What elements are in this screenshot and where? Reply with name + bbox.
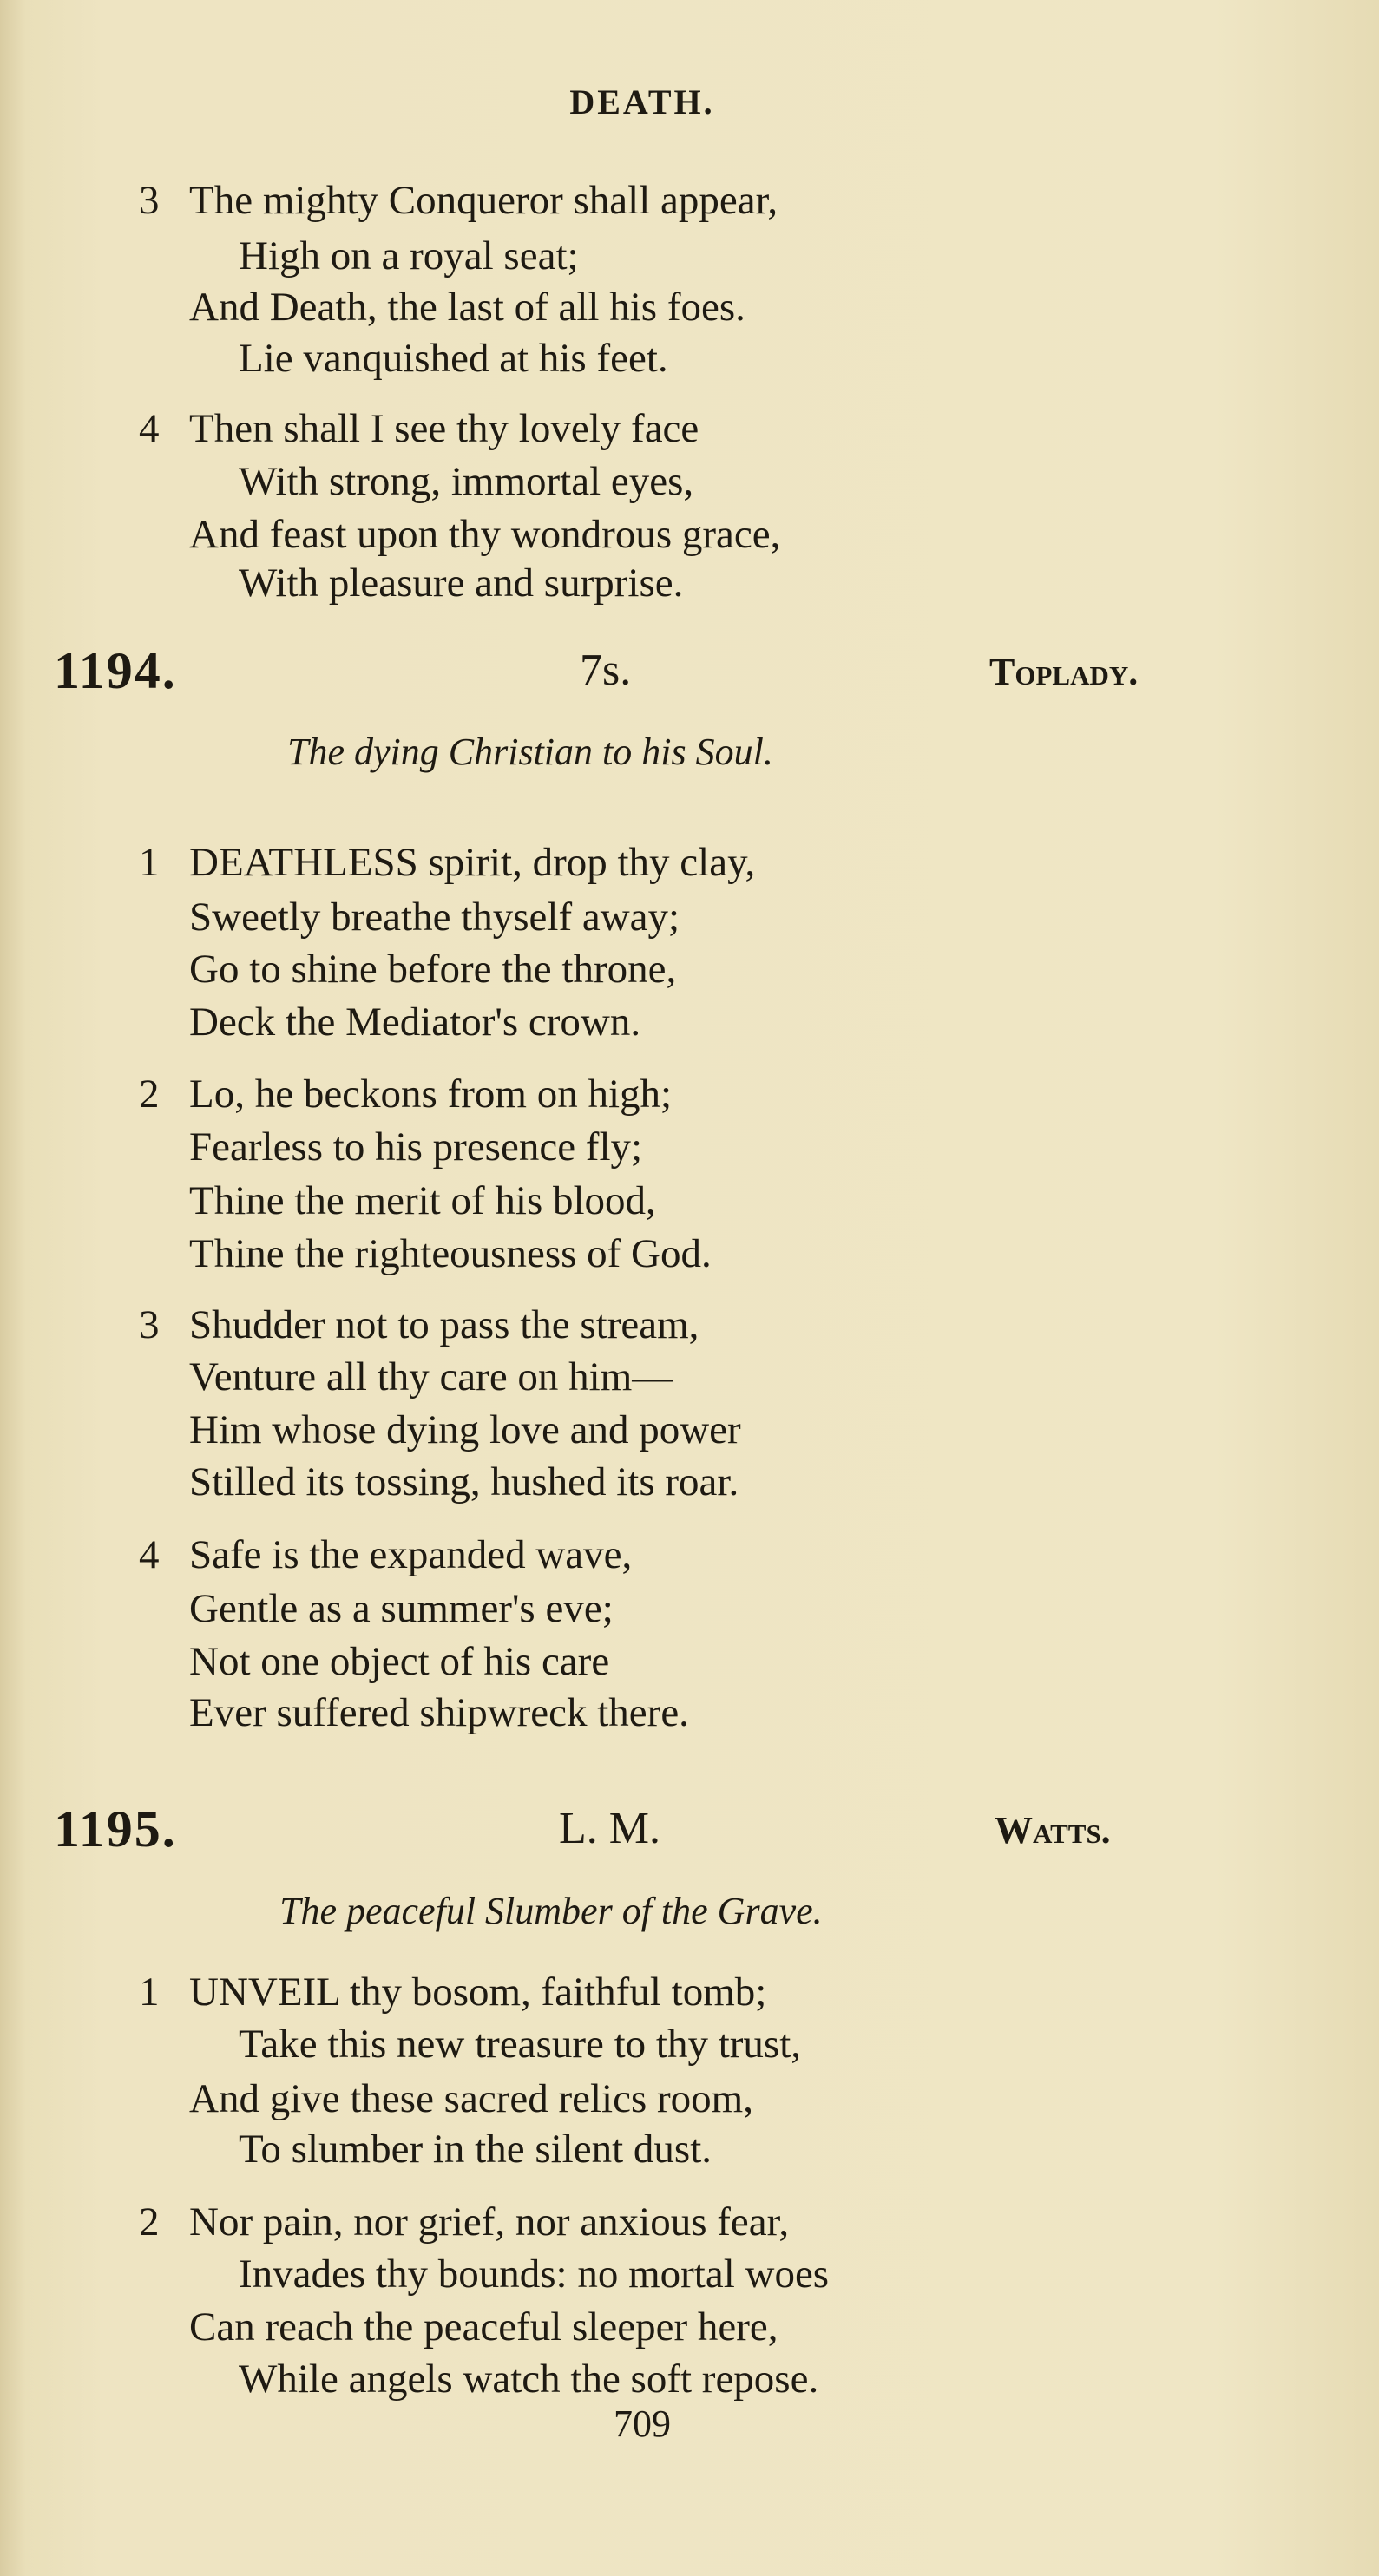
verse-line: Ever suffered shipwreck there. xyxy=(189,1690,689,1735)
verse-line: The mighty Conqueror shall appear, xyxy=(189,178,778,223)
verse-line: High on a royal seat; xyxy=(239,233,579,279)
verse-line: Fearless to his presence fly; xyxy=(189,1124,643,1170)
verse-line: Lie vanquished at his feet. xyxy=(239,336,668,381)
verse-line: Then shall I see thy lovely face xyxy=(189,406,699,451)
verse-line: Go to shine before the throne, xyxy=(189,947,677,992)
verse-line: With pleasure and surprise. xyxy=(239,560,684,606)
hymn-number: 1195. xyxy=(54,1800,177,1858)
hymn-meter: 7s. xyxy=(580,646,632,695)
stanza-number: 4 xyxy=(139,406,160,451)
stanza-number: 4 xyxy=(139,1532,160,1577)
verse-line: Nor pain, nor grief, nor anxious fear, xyxy=(189,2199,790,2245)
stanza-number: 2 xyxy=(139,1072,160,1117)
verse-line: And give these sacred relics room, xyxy=(189,2076,753,2121)
verse-line: With strong, immortal eyes, xyxy=(239,459,694,504)
stanza-number: 2 xyxy=(139,2199,160,2245)
verse-line: Thine the merit of his blood, xyxy=(189,1178,656,1223)
hymn-author: Toplady. xyxy=(989,651,1139,693)
verse-line: Safe is the expanded wave, xyxy=(189,1532,633,1577)
verse-line: Gentle as a summer's eve; xyxy=(189,1586,614,1631)
hymn-author: Watts. xyxy=(995,1809,1111,1852)
verse-line: Him whose dying love and power xyxy=(189,1407,741,1452)
verse-line: To slumber in the silent dust. xyxy=(239,2127,712,2172)
verse-line: Stilled its tossing, hushed its roar. xyxy=(189,1459,739,1504)
verse-line: Can reach the peaceful sleeper here, xyxy=(189,2304,778,2350)
hymn-title: The peaceful Slumber of the Grave. xyxy=(279,1890,823,1932)
stanza-number: 1 xyxy=(139,840,160,885)
running-head: DEATH. xyxy=(569,82,715,121)
verse-line: Sweetly breathe thyself away; xyxy=(189,895,680,940)
verse-line: Take this new treasure to thy trust, xyxy=(239,2022,802,2067)
verse-line: Not one object of his care xyxy=(189,1639,610,1684)
hymn-number: 1194. xyxy=(54,642,177,699)
stanza-number: 1 xyxy=(139,1970,160,2015)
verse-line: DEATHLESS spirit, drop thy clay, xyxy=(189,840,756,885)
stanza-number: 3 xyxy=(139,178,160,223)
page-number: 709 xyxy=(614,2402,671,2445)
verse-line: And Death, the last of all his foes. xyxy=(189,285,745,330)
verse-line: Thine the righteousness of God. xyxy=(189,1231,712,1276)
verse-line: And feast upon thy wondrous grace, xyxy=(189,512,781,557)
verse-line: Deck the Mediator's crown. xyxy=(189,1000,641,1045)
verse-line: Shudder not to pass the stream, xyxy=(189,1302,699,1347)
verse-line: Venture all thy care on him— xyxy=(189,1354,673,1399)
hymn-meter: L. M. xyxy=(559,1804,660,1853)
verse-line: While angels watch the soft repose. xyxy=(239,2356,819,2402)
hymn-title: The dying Christian to his Soul. xyxy=(287,731,773,773)
verse-line: Lo, he beckons from on high; xyxy=(189,1072,673,1117)
stanza-number: 3 xyxy=(139,1302,160,1347)
verse-line: UNVEIL thy bosom, faithful tomb; xyxy=(189,1970,767,2015)
verse-line: Invades thy bounds: no mortal woes xyxy=(239,2252,830,2297)
